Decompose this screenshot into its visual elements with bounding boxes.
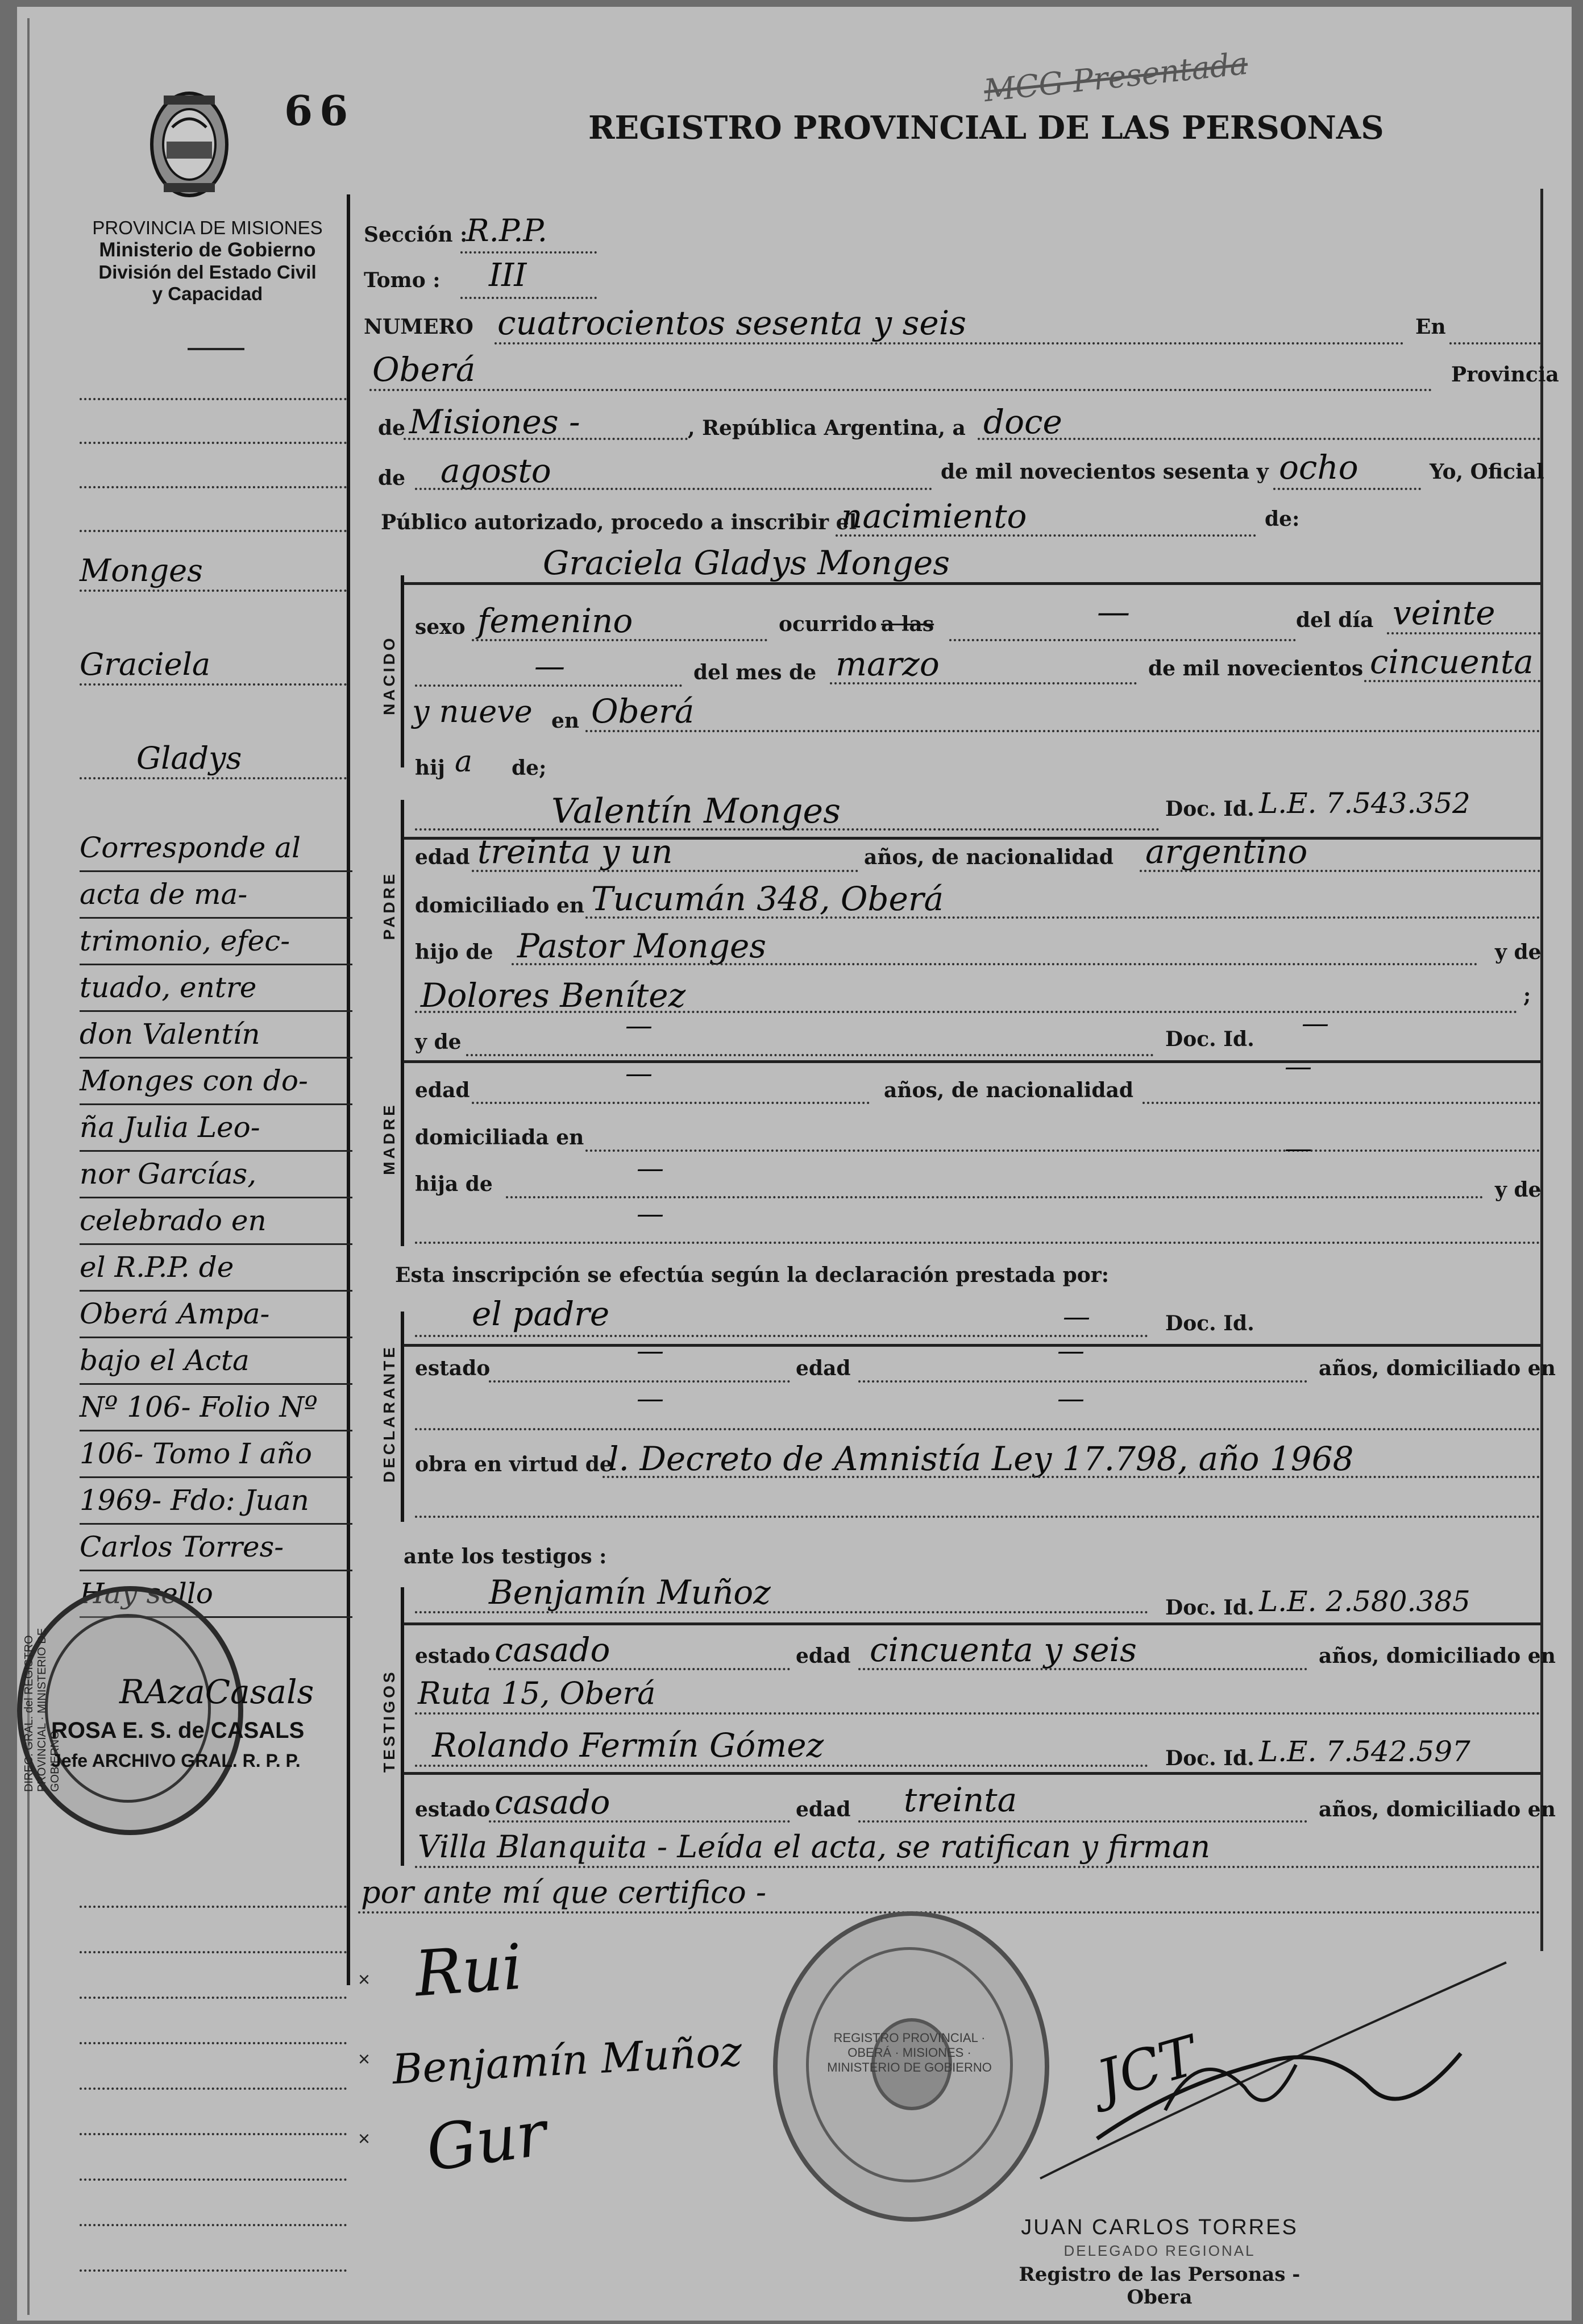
testigo1-dom-value: Ruta 15, Oberá xyxy=(418,1675,656,1711)
testigo1-name-line xyxy=(415,1611,1148,1613)
declarante-dom-dash: — xyxy=(637,1383,664,1414)
madre-name-rule xyxy=(404,1060,1540,1063)
padre-nac-line xyxy=(1140,870,1540,872)
madre-hija-dash: — xyxy=(637,1152,664,1184)
padre-edad-line xyxy=(472,870,858,872)
margin-note-line: Corresponde al xyxy=(80,825,352,872)
margin-note-line: el R.P.P. de xyxy=(80,1245,352,1292)
month-value: agosto xyxy=(441,451,551,490)
declarante-doc-label: Doc. Id. xyxy=(1165,1312,1254,1335)
lugar-line xyxy=(585,730,1540,732)
tomo-label: Tomo : xyxy=(364,268,441,292)
sign-here-mark: × xyxy=(358,2047,371,2070)
testigos-intro: ante los testigos : xyxy=(404,1545,607,1568)
declarante-dom-dash-2: — xyxy=(1057,1383,1085,1414)
nacido-en-label: en xyxy=(551,709,580,733)
month-line xyxy=(415,488,932,490)
padre-bracket xyxy=(401,800,404,1039)
tomo-value: III xyxy=(489,257,527,294)
madre-nac-dash: — xyxy=(1285,1051,1312,1082)
officer-name: JUAN CARLOS TORRES xyxy=(1021,2215,1298,2239)
office-ministry: Ministerio de Gobierno xyxy=(99,239,316,261)
province-value: Misiones - xyxy=(409,402,580,441)
right-border-line xyxy=(1540,189,1543,1951)
madre-hija-de-label: hija de xyxy=(415,1172,493,1196)
madre-nac-line xyxy=(1142,1102,1540,1104)
padre-doc-label: Doc. Id. xyxy=(1165,797,1254,821)
margin-note-line: Hay sello xyxy=(80,1571,352,1618)
padre-semicolon: ; xyxy=(1523,983,1531,1007)
margin-note-line: acta de ma- xyxy=(80,872,352,919)
padre-doc-value: L.E. 7.543.352 xyxy=(1259,787,1470,820)
dia-line xyxy=(1387,632,1540,634)
testigo2-dom-value: Villa Blanquita - Leída el acta, se ratifican y firman xyxy=(418,1829,1211,1865)
hijo-de: de; xyxy=(512,756,547,780)
sign-here-mark: × xyxy=(358,1968,371,1991)
publico-text: Público autorizado, procedo a inscribir el xyxy=(381,511,857,534)
yo-oficial: Yo, Oficial xyxy=(1430,460,1544,484)
declarante-name-dash: — xyxy=(1063,1301,1090,1333)
padre-madre-value: Dolores Benítez xyxy=(421,976,686,1015)
margin-line xyxy=(80,486,347,488)
margin-second-name: Gladys xyxy=(136,740,242,776)
madre-anios-nac-label: años, de nacionalidad xyxy=(884,1078,1134,1102)
declarante-dom-line xyxy=(415,1428,1540,1430)
anio-value: cincuenta xyxy=(1370,642,1534,681)
en-label: En xyxy=(1415,315,1446,339)
republica-label: , República Argentina, a xyxy=(688,416,966,440)
padre-hijo-line xyxy=(512,963,1478,965)
padre-domicilio-value: Tucumán 348, Oberá xyxy=(591,879,944,918)
madre-domiciliada-label: domiciliada en xyxy=(415,1126,584,1149)
padre-nacionalidad-value: argentino xyxy=(1145,832,1308,871)
madre-edad-line xyxy=(472,1102,870,1104)
declarante-estado-label: estado xyxy=(415,1356,491,1380)
tomo-line xyxy=(460,297,597,299)
padre-anios-nac-label: años, de nacionalidad xyxy=(864,845,1114,869)
official-seal-text: REGISTRO PROVINCIAL · OBERÁ · MISIONES · MINISTERIO DE GOBIERNO xyxy=(827,2031,992,2074)
hora-line xyxy=(949,639,1296,641)
numero-value: cuatrocientos sesenta y seis xyxy=(497,304,966,342)
numero-line xyxy=(495,342,1404,345)
margin-line xyxy=(80,1951,347,1953)
padre-section-label: PADRE xyxy=(380,871,398,940)
declarante-estado-dash: — xyxy=(637,1335,664,1367)
madre-y-de-label: y de xyxy=(415,1030,462,1054)
padre-name: Valentín Monges xyxy=(551,791,841,831)
anio-value-2: y nueve xyxy=(412,694,533,729)
year-line xyxy=(1273,488,1421,490)
madre-y-de-dash: — xyxy=(625,1010,653,1041)
padre-y-de-label: y de xyxy=(1495,940,1542,964)
margin-note-line: celebrado en xyxy=(80,1198,352,1245)
testigo1-name: Benjamín Muñoz xyxy=(489,1573,771,1612)
provincia-label: Provincia xyxy=(1451,363,1559,387)
corner-annotation: MCG Presentada xyxy=(982,45,1250,109)
testigo2-estado-line xyxy=(489,1820,790,1823)
officer-block xyxy=(1012,2215,1307,2309)
padre-edad-label: edad xyxy=(415,845,470,869)
margin-note-line: Monges con do- xyxy=(80,1059,352,1105)
de-colon: de: xyxy=(1265,507,1300,531)
padre-madre-line xyxy=(415,1011,1518,1013)
signature-2: Benjamín Muñoz xyxy=(391,2027,743,2094)
seccion-label: Sección : xyxy=(364,223,468,247)
nacido-name: Graciela Gladys Monges xyxy=(543,543,950,582)
officer-role: DELEGADO REGIONAL xyxy=(1063,2242,1256,2259)
declarante-obra-label: obra en virtud de xyxy=(415,1453,613,1476)
margin-line xyxy=(80,2224,347,2226)
margin-line xyxy=(80,2178,347,2181)
declarante-name-rule xyxy=(404,1344,1540,1347)
province-line xyxy=(404,438,688,440)
margin-note-line: Carlos Torres- xyxy=(80,1525,352,1571)
padre-domicilio-label: domiciliado en xyxy=(415,894,585,918)
office-block xyxy=(57,217,358,305)
archive-signature: RAzaCasals xyxy=(119,1673,314,1711)
mes-value: marzo xyxy=(836,645,940,683)
padre-hijo-de-value: Pastor Monges xyxy=(517,927,767,965)
margin-line xyxy=(80,1906,347,1908)
office-capacity: y Capacidad xyxy=(152,283,263,304)
office-divider xyxy=(188,348,244,350)
madre-doc-dash: — xyxy=(1302,1007,1329,1039)
hijo-label: hij xyxy=(415,756,445,780)
margin-line xyxy=(80,777,347,779)
margin-note-line: Nº 106- Folio Nº xyxy=(80,1385,352,1431)
testigo1-anios-dom-label: años, domiciliado en xyxy=(1319,1644,1556,1668)
mil-label: de mil novecientos xyxy=(1148,657,1364,680)
lugar-value: Oberá xyxy=(591,692,695,731)
declarante-intro: Esta inscripción se efectúa según la declaración prestada por: xyxy=(395,1263,1110,1287)
seccion-line xyxy=(460,251,597,254)
hijo-suffix: a xyxy=(455,745,473,779)
de-label: de xyxy=(378,416,406,440)
declarante-obra-value: l. Decreto de Amnistía Ley 17.798, año 1968 xyxy=(608,1439,1354,1478)
del-mes-label: del mes de xyxy=(693,661,817,684)
day-value: doce xyxy=(983,402,1062,441)
testigo1-edad-line xyxy=(858,1668,1307,1670)
margin-note-line: bajo el Acta xyxy=(80,1338,352,1385)
testigo2-edad-label: edad xyxy=(796,1798,851,1821)
margin-note xyxy=(80,825,352,1618)
margin-line xyxy=(80,590,347,592)
madre-last-line xyxy=(415,1242,1540,1244)
testigo2-dom-line xyxy=(415,1866,1540,1868)
en-line xyxy=(1449,342,1540,345)
madre-name-line xyxy=(466,1054,1154,1056)
year-value: ocho xyxy=(1279,448,1358,487)
page-title: REGISTRO PROVINCIAL DE LAS PERSONAS xyxy=(588,109,1384,147)
closing-line xyxy=(358,1911,1540,1914)
page-number: 66 xyxy=(284,86,355,135)
del-dia-label: del día xyxy=(1296,608,1374,632)
declarante-name-line xyxy=(415,1335,1148,1337)
testigo1-dom-line xyxy=(415,1712,1540,1715)
anio-line xyxy=(1364,680,1540,682)
sexo-line xyxy=(472,639,767,641)
declarante-name: el padre xyxy=(472,1294,610,1333)
testigo1-estado-value: casado xyxy=(495,1630,610,1669)
testigo1-name-rule xyxy=(404,1622,1540,1625)
margin-line xyxy=(80,2269,347,2272)
provincial-crest-icon xyxy=(147,88,232,201)
archive-stamp-ring-text: DIREC. GRAL. del REGISTRO PROVINCIAL · MINISTERIO DE GOBIERNO xyxy=(23,1628,61,1792)
margin-note-line: 106- Tomo I año xyxy=(80,1431,352,1478)
place-value: Oberá xyxy=(372,350,476,389)
year-text: de mil novecientos sesenta y xyxy=(941,460,1269,484)
act-line xyxy=(836,534,1256,537)
testigo2-name-line xyxy=(415,1765,1148,1767)
declarante-section-label: DECLARANTE xyxy=(380,1344,398,1483)
margin-line xyxy=(80,442,347,444)
de2-label: de xyxy=(378,466,406,490)
testigo2-estado-value: casado xyxy=(495,1783,610,1821)
place-line xyxy=(369,389,1432,391)
margin-note-line: 1969- Fdo: Juan xyxy=(80,1478,352,1525)
ocurrido-struck: a las xyxy=(881,612,934,636)
testigo2-name-rule xyxy=(404,1772,1540,1775)
margin-line xyxy=(80,530,347,532)
signature-1: Rui xyxy=(412,1930,525,2011)
margin-note-line: trimonio, efec- xyxy=(80,919,352,965)
margin-surname: Monges xyxy=(80,553,203,588)
margin-line xyxy=(80,2042,347,2044)
declarante-anios-dom-label: años, domiciliado en xyxy=(1319,1356,1556,1380)
testigo2-name: Rolando Fermín Gómez xyxy=(432,1726,824,1765)
margin-line xyxy=(80,398,347,400)
testigo2-doc-value: L.E. 7.542.597 xyxy=(1259,1735,1470,1768)
nacido-dash: — xyxy=(534,648,565,684)
mes-line xyxy=(830,682,1137,684)
margin-note-line: nor Garcías, xyxy=(80,1152,352,1198)
nacido-name-rule xyxy=(404,582,1540,585)
hora-value: — xyxy=(1097,592,1130,631)
declarante-bracket xyxy=(401,1312,404,1522)
margin-note-line: tuado, entre xyxy=(80,965,352,1012)
margin-note-line: don Valentín xyxy=(80,1012,352,1059)
testigo1-doc-label: Doc. Id. xyxy=(1165,1596,1254,1620)
madre-dom-line xyxy=(585,1149,1540,1152)
declarante-edad-dash: — xyxy=(1057,1335,1085,1367)
padre-dom-line xyxy=(585,916,1540,919)
day-line xyxy=(978,438,1540,440)
declarante-edad-label: edad xyxy=(796,1356,851,1380)
sexo-label: sexo xyxy=(415,615,466,639)
nacido-bracket xyxy=(401,575,404,767)
margin-first-name: Graciela xyxy=(80,646,211,682)
left-border-line xyxy=(27,18,30,2315)
sign-here-mark: × xyxy=(358,2127,371,2150)
margin-line xyxy=(80,2133,347,2135)
testigo2-doc-label: Doc. Id. xyxy=(1165,1746,1254,1770)
testigo2-edad-value: treinta xyxy=(904,1781,1017,1819)
officer-office: Registro de las Personas - Obera xyxy=(1019,2263,1301,2309)
seccion-value: R.P.P. xyxy=(466,213,547,248)
sexo-value: femenino xyxy=(477,601,633,640)
testigo1-edad-value: cincuenta y seis xyxy=(870,1630,1137,1669)
padre-edad-value: treinta y un xyxy=(477,832,673,871)
nacido-dash-line xyxy=(415,684,682,687)
testigo1-estado-label: estado xyxy=(415,1644,491,1668)
declarante-obra-line xyxy=(603,1476,1540,1478)
archive-stamp-title: Jefe ARCHIVO GRAL. R. P. P. xyxy=(51,1750,301,1771)
testigos-section-label: TESTIGOS xyxy=(380,1669,398,1773)
madre-section-label: MADRE xyxy=(380,1102,398,1175)
act-value: nacimiento xyxy=(841,497,1027,536)
testigo1-edad-label: edad xyxy=(796,1644,851,1668)
testigo2-estado-label: estado xyxy=(415,1798,491,1821)
padre-name-line xyxy=(415,828,1160,831)
madre-dom-dash: — xyxy=(1285,1132,1312,1164)
archive-stamp-name: ROSA E. S. de CASALS xyxy=(51,1718,305,1743)
testigo1-doc-value: L.E. 2.580.385 xyxy=(1259,1585,1470,1618)
margin-note-line: Oberá Ampa- xyxy=(80,1292,352,1338)
nacido-section-label: NACIDO xyxy=(380,635,398,715)
madre-y-de2-dash: — xyxy=(637,1198,664,1230)
office-province: PROVINCIA DE MISIONES xyxy=(92,217,323,238)
declarante-extra-line xyxy=(415,1516,1540,1518)
ocurrido-label: ocurrido xyxy=(779,612,877,636)
testigos-bracket xyxy=(401,1587,404,1866)
testigo2-edad-line xyxy=(858,1820,1307,1823)
record-page xyxy=(17,7,1572,2321)
signature-marks xyxy=(358,1940,381,2178)
testigo1-estado-line xyxy=(489,1668,790,1670)
dia-value: veinte xyxy=(1393,594,1495,632)
testigo2-anios-dom-label: años, domiciliado en xyxy=(1319,1798,1556,1821)
office-division: División del Estado Civil xyxy=(98,262,317,283)
madre-doc-label: Doc. Id. xyxy=(1165,1027,1254,1051)
archive-stamp-caption xyxy=(51,1718,304,1771)
margin-line xyxy=(80,1997,347,1999)
madre-edad-dash: — xyxy=(625,1057,653,1089)
margin-line xyxy=(80,2088,347,2090)
margin-line xyxy=(80,683,347,686)
margin-note-line: ña Julia Leo- xyxy=(80,1105,352,1152)
madre-y-de2-label: y de xyxy=(1495,1178,1542,1202)
madre-edad-label: edad xyxy=(415,1078,470,1102)
numero-label: NUMERO xyxy=(364,315,473,339)
padre-hijo-de-label: hijo de xyxy=(415,940,493,964)
closing-text: por ante mí que certifico - xyxy=(361,1874,767,1910)
signature-3: Gur xyxy=(422,2096,551,2186)
officer-signature: JCT xyxy=(1090,2023,1204,2113)
